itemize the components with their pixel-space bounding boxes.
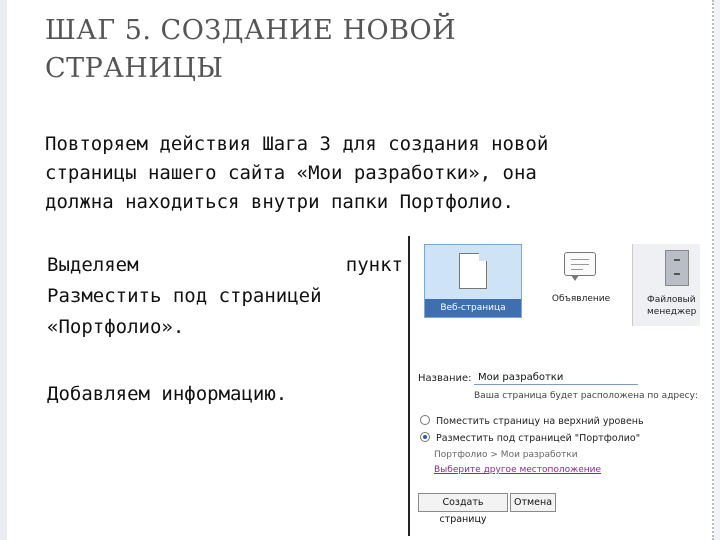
paragraph-line-1: Повторяем действия Шага 3 для создания новой xyxy=(45,133,549,155)
document-icon xyxy=(459,253,487,289)
select-line-2: Разместить под страницей xyxy=(47,285,322,307)
radio-button-checked-icon xyxy=(420,432,430,442)
tile-file-manager-label-line-2: менеджер xyxy=(647,307,697,317)
name-input[interactable] xyxy=(474,370,638,385)
radio-top-level[interactable] xyxy=(420,414,644,428)
slide-title xyxy=(45,12,645,88)
slide-right-border xyxy=(714,0,720,540)
select-line-1 xyxy=(47,250,403,281)
radio-top-level-label: Поместить страницу на верхний уровень xyxy=(436,416,644,427)
address-note: Ваша страница будет расположена по адресу: xyxy=(474,391,698,401)
page-type-gallery xyxy=(410,236,700,332)
tile-file-manager-label xyxy=(647,294,700,318)
select-another-location-link[interactable]: Выберите другое местоположение xyxy=(434,465,602,475)
tile-file-manager-label-line-1: Файловый xyxy=(647,295,696,305)
slide-right-dotted-line xyxy=(712,0,714,540)
location-path: Портфолио > Мои разработки xyxy=(434,450,578,460)
speech-bubble-icon xyxy=(564,252,596,276)
create-page-dialog-screenshot xyxy=(408,236,700,536)
select-line-3: «Портфолио». xyxy=(47,316,185,338)
add-info-text: Добавляем информацию. xyxy=(47,383,288,405)
file-cabinet-icon xyxy=(665,250,689,286)
tile-web-page-label: Веб-страница xyxy=(425,299,521,317)
paragraph-line-2: страницы нашего сайта «Мои разработки», она xyxy=(45,162,537,184)
slide-title-line-1: ШАГ 5. СОЗДАНИЕ НОВОЙ xyxy=(45,15,457,46)
tile-file-manager[interactable] xyxy=(632,244,700,326)
create-page-button[interactable]: Создать страницу xyxy=(418,493,508,512)
radio-under-portfolio-label: Разместить под страницей "Портфолио" xyxy=(436,433,641,444)
tile-announcement-label: Объявление xyxy=(551,294,611,304)
tile-announcement[interactable] xyxy=(536,244,626,320)
slide-left-border xyxy=(0,0,7,540)
slide-title-line-2: СТРАНИЦЫ xyxy=(45,53,224,84)
select-word-1: Выделяем xyxy=(47,254,139,276)
select-option-text xyxy=(47,250,403,343)
instruction-paragraph xyxy=(45,130,670,217)
name-label: Название: xyxy=(418,373,472,384)
radio-button-icon xyxy=(420,415,430,425)
cancel-button[interactable]: Отмена xyxy=(510,493,556,512)
tile-web-page[interactable] xyxy=(424,244,522,318)
select-word-2: пункт xyxy=(345,254,403,276)
paragraph-line-3: должна находиться внутри папки Портфолио. xyxy=(45,191,514,213)
radio-under-portfolio[interactable] xyxy=(420,431,640,445)
name-field-row xyxy=(418,370,700,388)
